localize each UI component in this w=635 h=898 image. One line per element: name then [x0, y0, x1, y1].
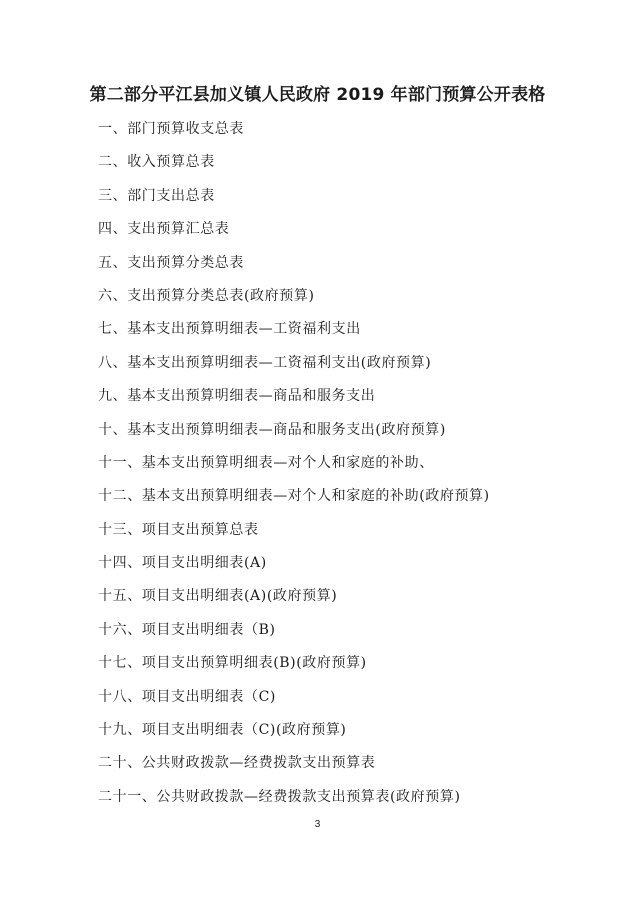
list-item: 十九、项目支出明细表（C)(政府预算) [98, 722, 347, 739]
list-item: 二十、公共财政拨款—经费拨款支出预算表 [98, 755, 376, 772]
list-item: 八、基本支出预算明细表—工资福利支出(政府预算) [98, 354, 432, 371]
list-item: 十、基本支出预算明细表—商品和服务支出(政府预算) [98, 421, 446, 438]
list-item: 二十一、公共财政拨款—经费拨款支出预算表(政府预算) [98, 788, 461, 805]
list-item: 十七、项目支出预算明细表(B)(政府预算) [98, 655, 367, 672]
list-item: 十四、项目支出明细表(A) [98, 555, 267, 572]
document-title: 第二部分平江县加义镇人民政府 2019 年部门预算公开表格 [89, 85, 546, 105]
list-item: 四、支出预算汇总表 [98, 221, 230, 238]
page-number: 3 [314, 819, 321, 830]
list-item: 十五、项目支出明细表(A)(政府预算) [98, 588, 338, 605]
list-item: 三、部门支出总表 [98, 187, 215, 204]
list-item: 一、部门预算收支总表 [98, 121, 244, 137]
list-item: 十六、项目支出明细表（B) [98, 621, 276, 638]
list-item: 十一、基本支出预算明细表—对个人和家庭的补助、 [98, 454, 434, 471]
table-list [98, 118, 490, 819]
list-item: 六、支出预算分类总表(政府预算) [98, 287, 315, 304]
list-item: 五、支出预算分类总表 [98, 254, 244, 271]
list-item: 十三、项目支出预算总表 [98, 521, 259, 538]
list-item: 九、基本支出预算明细表—商品和服务支出 [98, 388, 376, 405]
list-item: 十八、项目支出明细表（C) [98, 688, 276, 705]
list-item: 二、收入预算总表 [98, 154, 215, 171]
list-item: 七、基本支出预算明细表—工资福利支出 [98, 321, 361, 338]
list-item: 十二、基本支出预算明细表—对个人和家庭的补助(政府预算) [98, 488, 490, 505]
